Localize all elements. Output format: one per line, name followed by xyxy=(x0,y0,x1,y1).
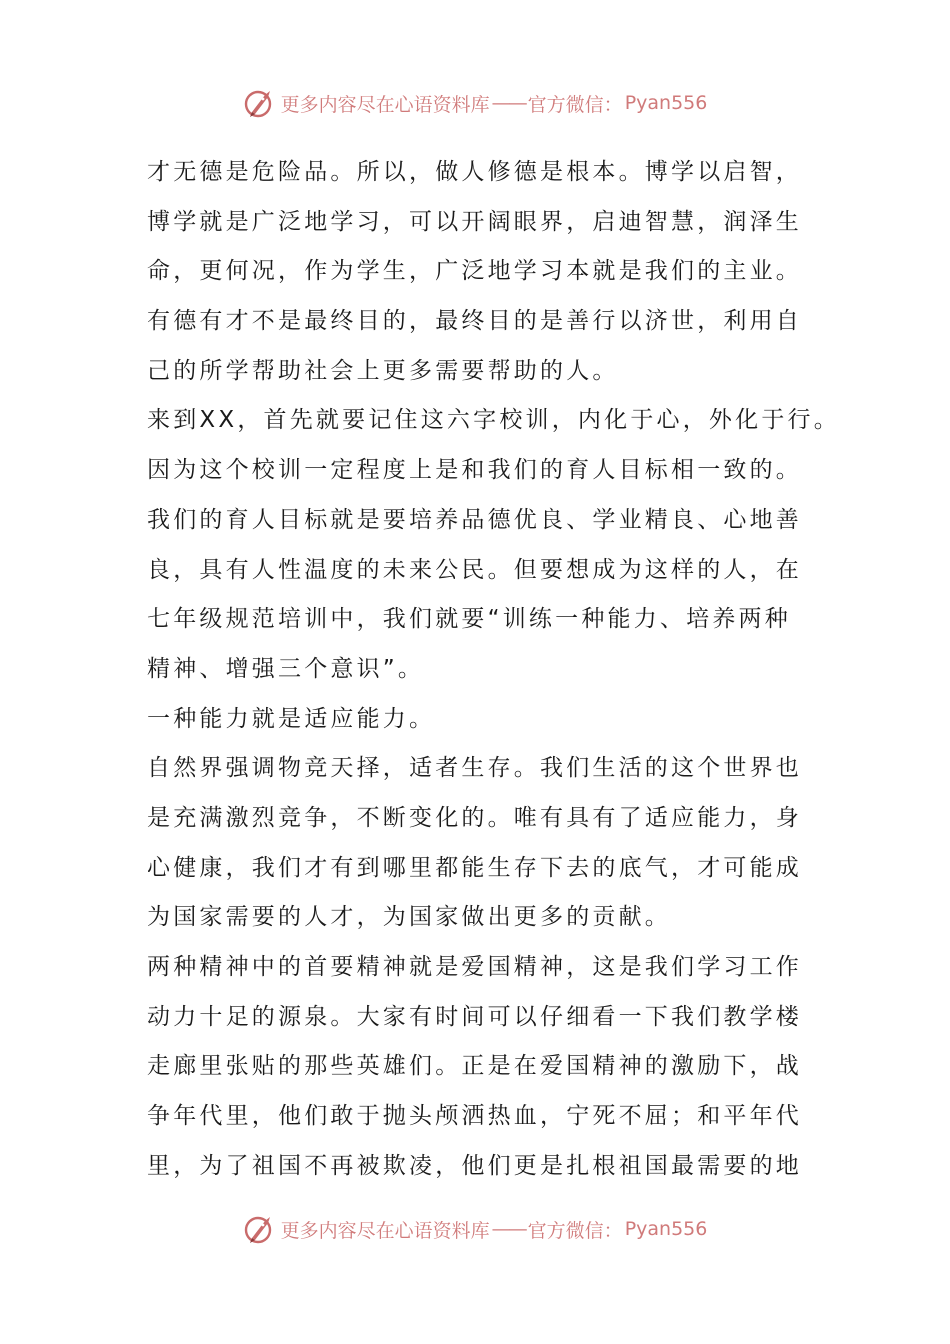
text-line: 自然界强调物竞天择，适者生存。我们生活的这个世界也 xyxy=(147,755,802,782)
text-line: 有德有才不是最终目的，最终目的是善行以济世，利用自 xyxy=(147,308,802,335)
footer-banner xyxy=(0,1209,950,1249)
text-line: 来到XX，首先就要记住这六字校训，内化于心，外化于行。 xyxy=(147,407,840,434)
text-line: 博学就是广泛地学习，可以开阔眼界，启迪智慧，润泽生 xyxy=(147,208,802,235)
text-line: 七年级规范培训中，我们就要“训练一种能力、培养两种 xyxy=(147,606,791,633)
document-body xyxy=(147,148,847,1191)
text-line: 为国家需要的人才，为国家做出更多的贡献。 xyxy=(147,904,671,931)
footer-wechat-label: 官方微信： xyxy=(527,1219,623,1242)
text-line: 己的所学帮助社会上更多需要帮助的人。 xyxy=(147,357,619,384)
pen-nib-logo-icon xyxy=(243,86,277,120)
footer-wechat-id: Pyan556 xyxy=(624,1218,708,1240)
text-line: 是充满激烈竞争，不断变化的。唯有具有了适应能力，身 xyxy=(147,804,802,831)
text-line: 才无德是危险品。所以，做人修德是根本。博学以启智， xyxy=(147,159,802,185)
footer-title: 更多内容尽在心语资料库 xyxy=(280,1219,490,1242)
text-line: 走廊里张贴的那些英雄们。正是在爱国精神的激励下，战 xyxy=(147,1053,802,1080)
text-line: 我们的育人目标就是要培养品德优良、学业精良、心地善 xyxy=(147,506,802,533)
text-line: 争年代里，他们敢于抛头颅洒热血，宁死不屈；和平年代 xyxy=(147,1103,802,1130)
text-line: 心健康，我们才有到哪里都能生存下去的底气，才可能成 xyxy=(147,854,802,881)
text-line: 命，更何况，作为学生，广泛地学习本就是我们的主业。 xyxy=(147,258,802,285)
pen-nib-logo-icon xyxy=(243,1212,277,1246)
header-title: 更多内容尽在心语资料库 xyxy=(280,93,490,116)
header-dash: —— xyxy=(491,92,526,114)
header-wechat-label: 官方微信： xyxy=(527,93,623,116)
footer-dash: —— xyxy=(491,1218,526,1240)
header-banner xyxy=(0,83,950,123)
text-line: 里，为了祖国不再被欺凌，他们更是扎根祖国最需要的地 xyxy=(147,1152,802,1179)
text-line: 一种能力就是适应能力。 xyxy=(147,705,436,732)
text-line: 精神、增强三个意识”。 xyxy=(147,655,425,682)
text-line: 因为这个校训一定程度上是和我们的育人目标相一致的。 xyxy=(147,457,802,484)
text-line: 动力十足的源泉。大家有时间可以仔细看一下我们教学楼 xyxy=(147,1003,802,1030)
text-line: 两种精神中的首要精神就是爱国精神，这是我们学习工作 xyxy=(147,954,802,980)
header-wechat-id: Pyan556 xyxy=(624,92,708,114)
text-line: 良，具有人性温度的未来公民。但要想成为这样的人，在 xyxy=(147,556,802,583)
